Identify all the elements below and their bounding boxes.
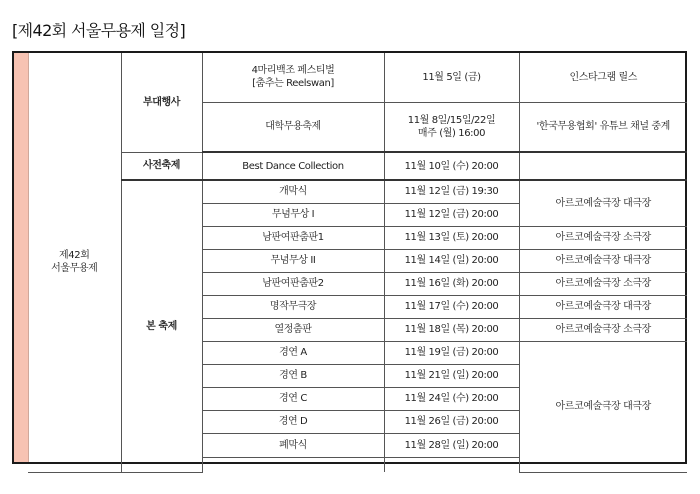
event-date-cell: 11월 10일 (수) 20:00	[384, 152, 519, 180]
section-side-events: 부대행사	[121, 53, 202, 152]
venue-cell: 아르코예술극장 소극장	[519, 272, 687, 295]
event-date-cell: 11월 24일 (수) 20:00	[384, 387, 519, 410]
venue-cell	[519, 152, 687, 180]
venue-cell: '한국무용협회' 유튜브 채널 중계	[519, 102, 687, 152]
schedule-table	[28, 53, 687, 473]
empty-cell	[384, 457, 519, 472]
section-main-festival: 본 축제	[121, 180, 202, 472]
festival-cell	[28, 53, 121, 472]
festival-line1: 제42회	[59, 250, 90, 262]
event-name-line2: [춤추는 Reelswan]	[252, 78, 334, 90]
event-name-cell: 남판여판춤판1	[202, 226, 384, 249]
event-date-cell: 11월 21일 (일) 20:00	[384, 364, 519, 387]
event-date-cell: 11월 12일 (금) 19:30	[384, 180, 519, 203]
event-name-line1: 대학무용축제	[265, 121, 321, 133]
event-date-cell: 11월 26일 (금) 20:00	[384, 410, 519, 433]
venue-cell: 아르코예술극장 대극장	[519, 295, 687, 318]
venue-cell: 아르코예술극장 대극장	[519, 249, 687, 272]
table-row	[28, 180, 687, 203]
event-name-cell: Best Dance Collection	[202, 152, 384, 180]
event-name-cell: 명작무극장	[202, 295, 384, 318]
empty-cell	[202, 457, 384, 472]
event-name-cell	[202, 102, 384, 152]
event-name-cell: 폐막식	[202, 433, 384, 457]
event-date-cell: 11월 28일 (일) 20:00	[384, 433, 519, 457]
event-date-cell: 11월 18일 (목) 20:00	[384, 318, 519, 341]
accent-bar	[14, 53, 29, 462]
event-name-cell: 경연 D	[202, 410, 384, 433]
table-row	[28, 53, 687, 102]
venue-cell: 아르코예술극장 소극장	[519, 318, 687, 341]
schedule-frame	[12, 51, 687, 464]
event-date-cell: 11월 13일 (토) 20:00	[384, 226, 519, 249]
event-name-line1: 4마리백조 페스티벌	[251, 65, 335, 77]
page-title: [제42회 서울무용제 일정]	[12, 21, 186, 40]
venue-cell: 아르코예술극장 소극장	[519, 226, 687, 249]
event-name-cell: 경연 C	[202, 387, 384, 410]
festival-line2: 서울무용제	[51, 263, 98, 275]
table-row	[28, 152, 687, 180]
venue-cell: 아르코예술극장 대극장	[519, 341, 687, 472]
event-name-cell: 경연 A	[202, 341, 384, 364]
event-name-cell: 무념무상 II	[202, 249, 384, 272]
section-pre-festival: 사전축제	[121, 152, 202, 180]
event-date-cell: 11월 17일 (수) 20:00	[384, 295, 519, 318]
event-date-cell: 11월 12일 (금) 20:00	[384, 203, 519, 226]
venue-cell: 인스타그램 릴스	[519, 53, 687, 102]
event-date-cell	[384, 102, 519, 152]
event-name-cell: 개막식	[202, 180, 384, 203]
venue-cell: 아르코예술극장 대극장	[519, 180, 687, 226]
event-date-line2: 매주 (월) 16:00	[417, 127, 486, 139]
event-name-cell: 경연 B	[202, 364, 384, 387]
event-date-cell: 11월 16일 (화) 20:00	[384, 272, 519, 295]
event-date-cell: 11월 19일 (금) 20:00	[384, 341, 519, 364]
event-name-cell: 무념무상 I	[202, 203, 384, 226]
event-name-cell	[202, 53, 384, 102]
event-date-line1: 11월 8일/15일/22일	[407, 114, 496, 126]
event-date-cell	[384, 53, 519, 102]
event-name-cell: 열정춤판	[202, 318, 384, 341]
event-date-line1: 11월 5일 (금)	[422, 71, 481, 83]
event-date-cell: 11월 14일 (일) 20:00	[384, 249, 519, 272]
event-name-cell: 남판여판춤판2	[202, 272, 384, 295]
